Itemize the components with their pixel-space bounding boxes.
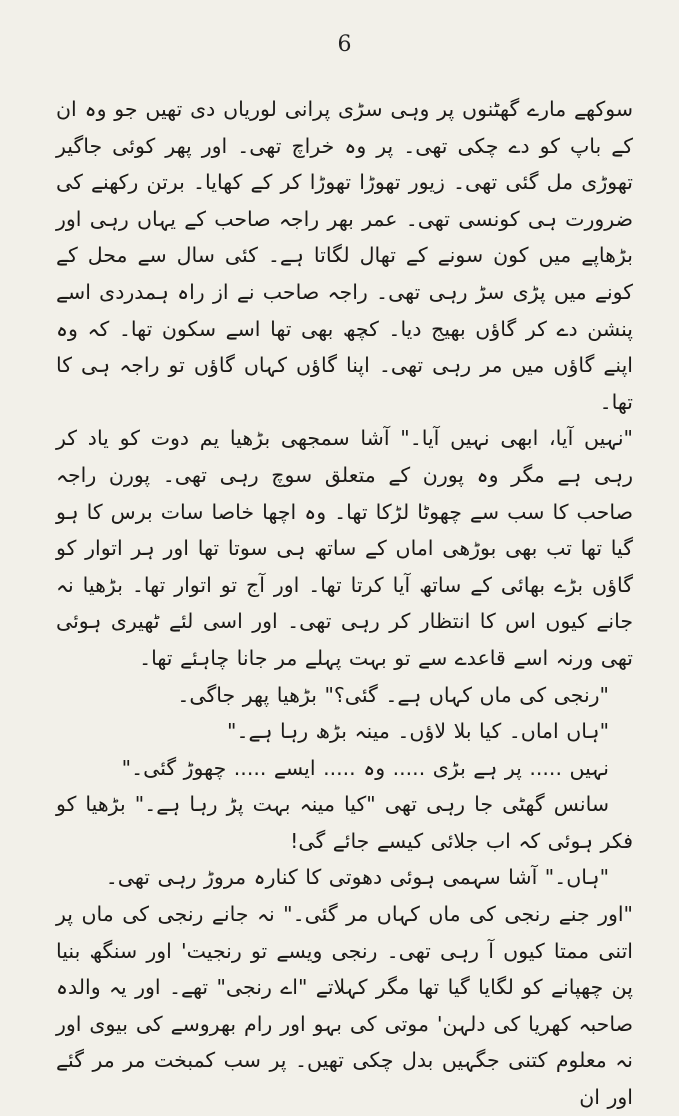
paragraph: "ہاں۔" آشا سہمی ہوئی دھوتی کا کنارہ مروڑ رہی تھی۔ — [105, 865, 609, 890]
page-number: 6 — [337, 32, 352, 57]
paragraph: "رنجی کی ماں کہاں ہے۔ گئی؟" بڑھیا پھر جاگی۔ — [177, 682, 609, 707]
paragraph: سانس گھٹی جا رہی تھی "کیا مینہ بہت پڑ رہا ہے۔" بڑھیا کو فکر ہوئی کہ اب جلائی کیسے جائے گی! — [56, 792, 633, 853]
paragraph: "اور جنے رنجی کی ماں کہاں مر گئی۔" نہ جانے رنجی کی ماں پر اتنی ممتا کیوں آ رہی تھی۔ رنجی ویسے تو رنجیت' اور سنگھ بنیا پن چھپانے کو لگایا گیا تھا مگر کہلاتے "اے رنجی" تھے۔ اور یہ والدہ صاحبہ کھریا کی دلہن' موتی کی بہو اور رام بھروسے کی بیوی اور نہ معلوم کتنی جگہیں بدل چکی تھیں۔ پر سب کمبخت مر مر گئے اور ان — [56, 902, 633, 1110]
paragraph: "ہاں اماں۔ کیا بلا لاؤں۔ مینہ بڑھ رہا ہے۔" — [227, 719, 609, 744]
page-body — [56, 91, 633, 1116]
paragraph: "نہیں آیا، ابھی نہیں آیا۔" آشا سمجھی بڑھیا یم دوت کو یاد کر رہی ہے مگر وہ پورن کے متعلق سوچ رہی تھی۔ پورن راجہ صاحب کا سب سے چھوٹا لڑکا تھا۔ وہ اچھا خاصا سات برس کا ہو گیا تھا تب بھی بوڑھی اماں کے ساتھ ہی سوتا تھا اور ہر اتوار کو گاؤں بڑے بھائی کے ساتھ آیا کرتا تھا۔ اور آج تو اتوار تھا۔ بڑھیا نہ جانے کیوں اس کا انتظار کر رہی تھی۔ اور اسی لئے ٹھیری ہوئی تھی ورنہ اسے قاعدے سے تو بہت پہلے مر جانا چاہئے تھا۔ — [56, 426, 633, 670]
paragraph: سوکھے مارے گھٹنوں پر وہی سڑی پرانی لوریاں دی تھیں جو وہ ان کے باپ کو دے چکی تھی۔ پر وہ خراچ تھی۔ اور پھر کوئی جاگیر تھوڑی مل گئی تھی۔ زیور تھوڑا تھوڑا کر کے کھایا۔ برتن رکھنے کی ضرورت ہی کونسی تھی۔ عمر بھر راجہ صاحب کے یہاں رہی اور بڑھاپے میں کون سونے کے تھال لگاتا ہے۔ کئی سال سے محل کے کونے میں پڑی سڑ رہی تھی۔ راجہ صاحب نے از راہ ہمدردی اسے پنشن دے کر گاؤں بھیج دیا۔ کچھ بھی تھا اسے سکون تھا۔ کہ وہ اپنے گاؤں میں مر رہی تھی۔ اپنا گاؤں کہاں گاؤں تو راجہ ہی کا تھا۔ — [56, 97, 633, 414]
paragraph: نہیں ..... پر ہے بڑی ..... وہ ..... ایسے ..... چھوڑ گئی۔" — [121, 755, 609, 780]
